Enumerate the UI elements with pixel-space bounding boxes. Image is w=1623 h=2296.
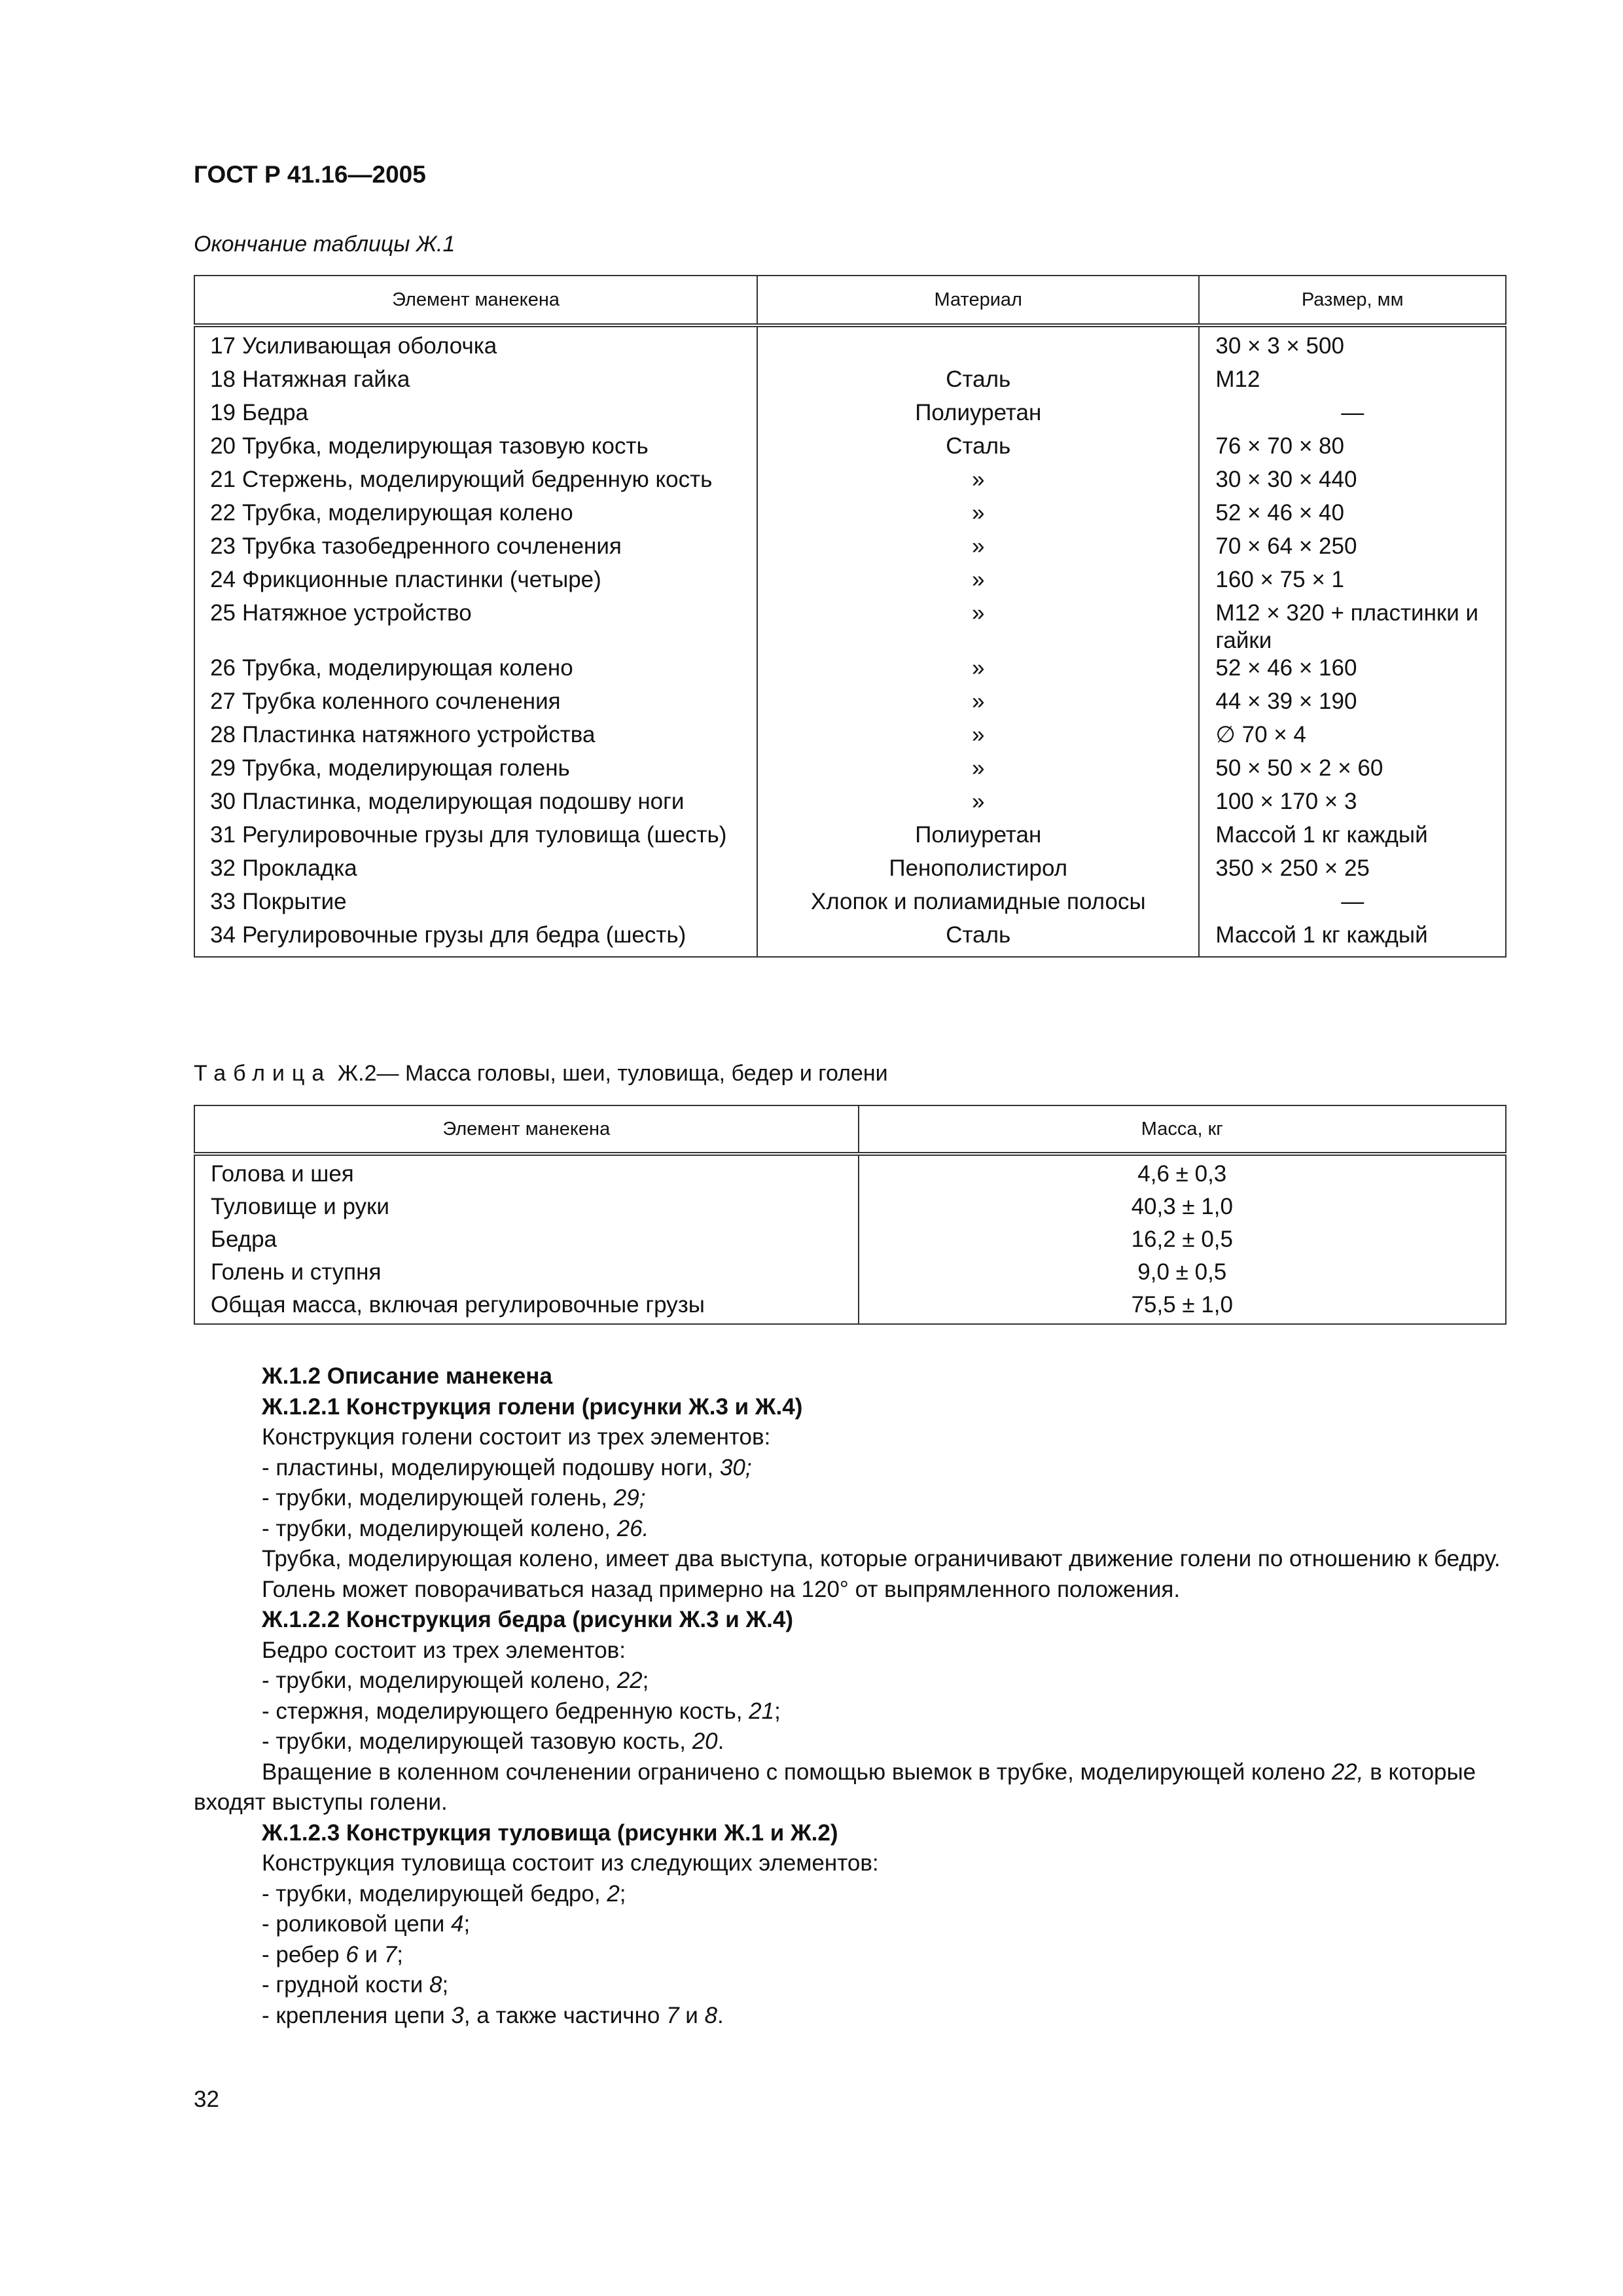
element-cell xyxy=(194,325,757,366)
row-number: 26 xyxy=(210,655,236,681)
row-number: 31 xyxy=(210,822,236,848)
element-name: Трубка тазобедренного сочленения xyxy=(242,533,622,559)
size-cell: — xyxy=(1199,399,1506,433)
element-name: Натяжная гайка xyxy=(242,367,410,392)
table1-row xyxy=(194,888,1506,922)
size-cell: Массой 1 кг каждый xyxy=(1199,821,1506,855)
table1-row xyxy=(194,855,1506,888)
element-name: Регулировочные грузы для туловища (шесть) xyxy=(242,822,727,848)
material-cell: » xyxy=(757,566,1199,600)
paragraph: Вращение в коленном сочленении ограничено с помощью выемок в трубке, моделирующей колено 22, в которые входят выступы голени. xyxy=(194,1759,1476,1815)
size-cell: 44 × 39 × 190 xyxy=(1199,688,1506,721)
table2-caption-prefix: Таблица xyxy=(194,1061,332,1086)
subsection-heading: Ж.1.2.3 Конструкция туловища (рисунки Ж.1 и Ж.2) xyxy=(262,1820,838,1846)
row-number: 19 xyxy=(210,400,236,425)
material-cell: Сталь xyxy=(757,433,1199,466)
element-name: Трубка коленного сочленения xyxy=(242,689,561,714)
size-cell: М12 xyxy=(1199,366,1506,399)
element-name: Усиливающая оболочка xyxy=(242,333,497,359)
row-number: 24 xyxy=(210,567,236,592)
element-name: Трубка, моделирующая тазовую кость xyxy=(242,433,649,459)
element-cell xyxy=(194,533,757,566)
list-item: - трубки, моделирующей бедро, 2; xyxy=(262,1880,626,1907)
table1-row xyxy=(194,655,1506,688)
list-item: - крепления цепи 3, а также частично 7 и 8. xyxy=(262,2002,724,2028)
paragraph: Голень может поворачиваться назад примерно на 120° от выпрямленного положения. xyxy=(262,1576,1181,1602)
element-name: Трубка, моделирующая колено xyxy=(242,500,573,526)
material-cell xyxy=(757,325,1199,366)
list-item: - стержня, моделирующего бедренную кость, 21; xyxy=(262,1698,781,1724)
table2-header-mass: Масса, кг xyxy=(859,1105,1506,1154)
list-item: - трубки, моделирующей тазовую кость, 20. xyxy=(262,1729,724,1754)
size-cell: 52 × 46 × 160 xyxy=(1199,655,1506,688)
paragraph: Конструкция голени состоит из трех элементов: xyxy=(262,1424,771,1450)
material-cell: » xyxy=(757,600,1199,655)
size-cell: 350 × 250 × 25 xyxy=(1199,855,1506,888)
row-number: 20 xyxy=(210,433,236,459)
element-cell xyxy=(194,399,757,433)
row-number: 29 xyxy=(210,755,236,781)
list-item: - трубки, моделирующей колено, 26. xyxy=(262,1515,649,1541)
table2-row xyxy=(194,1193,1506,1225)
element-name: Бедра xyxy=(242,400,309,425)
list-item: - трубки, моделирующей колено, 22; xyxy=(262,1668,649,1693)
table1-row xyxy=(194,566,1506,600)
material-cell: » xyxy=(757,655,1199,688)
mass-cell: 40,3 ± 1,0 xyxy=(859,1193,1506,1225)
material-cell: » xyxy=(757,533,1199,566)
material-cell: » xyxy=(757,755,1199,788)
element-cell xyxy=(194,655,757,688)
element-cell xyxy=(194,755,757,788)
material-cell: » xyxy=(757,721,1199,755)
size-cell: 30 × 30 × 440 xyxy=(1199,466,1506,499)
element-name: Трубка, моделирующая голень xyxy=(242,755,570,781)
element-cell xyxy=(194,466,757,499)
table1-header-element: Элемент манекена xyxy=(194,276,757,325)
element-cell xyxy=(194,499,757,533)
table1-row xyxy=(194,600,1506,655)
element-name: Прокладка xyxy=(242,855,357,881)
table1-row xyxy=(194,688,1506,721)
row-number: 28 xyxy=(210,722,236,747)
material-cell: Хлопок и полиамидные полосы xyxy=(757,888,1199,922)
element-cell xyxy=(194,821,757,855)
mass-cell: 16,2 ± 0,5 xyxy=(859,1225,1506,1258)
table2-row xyxy=(194,1225,1506,1258)
element-cell xyxy=(194,688,757,721)
mass-cell: 9,0 ± 0,5 xyxy=(859,1258,1506,1291)
element-cell xyxy=(194,721,757,755)
element-name: Стержень, моделирующий бедренную кость xyxy=(242,467,713,492)
element-name: Покрытие xyxy=(242,889,347,914)
element-cell xyxy=(194,566,757,600)
element-name: Пластинка натяжного устройства xyxy=(242,722,596,747)
table1-row xyxy=(194,399,1506,433)
document-header: ГОСТ Р 41.16—2005 xyxy=(194,161,426,188)
element-cell: Общая масса, включая регулировочные грузы xyxy=(211,1292,705,1318)
material-cell: » xyxy=(757,688,1199,721)
mass-cell: 75,5 ± 1,0 xyxy=(859,1291,1506,1324)
list-item: - трубки, моделирующей голень, 29; xyxy=(262,1485,646,1511)
material-cell: » xyxy=(757,499,1199,533)
table1-caption: Окончание таблицы Ж.1 xyxy=(194,232,455,257)
table2-row xyxy=(194,1291,1506,1324)
table2-row xyxy=(194,1154,1506,1193)
row-number: 23 xyxy=(210,533,236,559)
table1-row xyxy=(194,466,1506,499)
material-cell: Полиуретан xyxy=(757,821,1199,855)
section-heading: Ж.1.2 Описание манекена xyxy=(262,1363,552,1389)
size-cell: М12 × 320 + пластинки и гайки xyxy=(1199,600,1506,655)
size-cell: Массой 1 кг каждый xyxy=(1199,922,1506,957)
element-cell xyxy=(194,600,757,655)
material-cell: Сталь xyxy=(757,922,1199,957)
table1 xyxy=(194,275,1507,958)
table2-header-element: Элемент манекена xyxy=(194,1105,859,1154)
element-cell xyxy=(194,888,757,922)
row-number: 33 xyxy=(210,889,236,914)
list-item: - грудной кости 8; xyxy=(262,1972,449,1998)
element-cell: Голень и ступня xyxy=(211,1259,382,1285)
size-cell: 70 × 64 × 250 xyxy=(1199,533,1506,566)
table2 xyxy=(194,1105,1507,1325)
table2-row xyxy=(194,1258,1506,1291)
table1-row xyxy=(194,366,1506,399)
element-name: Пластинка, моделирующая подошву ноги xyxy=(242,789,685,814)
list-item: - роликовой цепи 4; xyxy=(262,1911,471,1937)
size-cell: 30 × 3 × 500 xyxy=(1199,325,1506,366)
row-number: 17 xyxy=(210,333,236,359)
body-text xyxy=(194,1361,1507,2031)
list-item: - ребер 6 и 7; xyxy=(262,1941,403,1967)
material-cell: Сталь xyxy=(757,366,1199,399)
table1-row xyxy=(194,922,1506,957)
table1-row xyxy=(194,821,1506,855)
paragraph: Трубка, моделирующая колено, имеет два выступа, которые ограничивают движение голени по отношению к бедру. xyxy=(262,1546,1501,1571)
element-cell xyxy=(194,788,757,821)
table1-row xyxy=(194,755,1506,788)
row-number: 25 xyxy=(210,600,236,626)
size-cell: 100 × 170 × 3 xyxy=(1199,788,1506,821)
size-cell: 50 × 50 × 2 × 60 xyxy=(1199,755,1506,788)
page-number: 32 xyxy=(194,2087,219,2112)
element-cell: Бедра xyxy=(211,1227,277,1252)
element-cell: Голова и шея xyxy=(211,1161,354,1187)
paragraph: Конструкция туловища состоит из следующих элементов: xyxy=(262,1850,879,1876)
table1-header-material: Материал xyxy=(757,276,1199,325)
table1-row xyxy=(194,788,1506,821)
list-item: - пластины, моделирующей подошву ноги, 30; xyxy=(262,1454,752,1480)
size-cell: 76 × 70 × 80 xyxy=(1199,433,1506,466)
material-cell: Пенополистирол xyxy=(757,855,1199,888)
row-number: 30 xyxy=(210,789,236,814)
table1-row xyxy=(194,533,1506,566)
row-number: 27 xyxy=(210,689,236,714)
element-name: Трубка, моделирующая колено xyxy=(242,655,573,681)
element-name: Фрикционные пластинки (четыре) xyxy=(242,567,601,592)
material-cell: » xyxy=(757,788,1199,821)
size-cell: — xyxy=(1199,888,1506,922)
table1-row xyxy=(194,721,1506,755)
paragraph: Бедро состоит из трех элементов: xyxy=(262,1637,626,1663)
row-number: 18 xyxy=(210,367,236,392)
size-cell: 52 × 46 × 40 xyxy=(1199,499,1506,533)
material-cell: Полиуретан xyxy=(757,399,1199,433)
size-cell: 160 × 75 × 1 xyxy=(1199,566,1506,600)
row-number: 34 xyxy=(210,922,236,948)
table1-header-size: Размер, мм xyxy=(1199,276,1506,325)
element-name: Регулировочные грузы для бедра (шесть) xyxy=(242,922,687,948)
subsection-heading: Ж.1.2.1 Конструкция голени (рисунки Ж.3 и Ж.4) xyxy=(262,1393,803,1420)
element-cell xyxy=(194,922,757,957)
mass-cell: 4,6 ± 0,3 xyxy=(859,1154,1506,1193)
size-cell: ∅ 70 × 4 xyxy=(1199,721,1506,755)
element-cell xyxy=(194,855,757,888)
element-name: Натяжное устройство xyxy=(242,600,472,626)
subsection-heading: Ж.1.2.2 Конструкция бедра (рисунки Ж.3 и Ж.4) xyxy=(262,1607,794,1632)
table1-row xyxy=(194,499,1506,533)
table2-caption xyxy=(194,1061,888,1086)
table1-row xyxy=(194,325,1506,366)
row-number: 32 xyxy=(210,855,236,881)
table2-caption-title: Ж.2— Масса головы, шеи, туловища, бедер и голени xyxy=(337,1061,888,1086)
row-number: 22 xyxy=(210,500,236,526)
element-cell xyxy=(194,366,757,399)
element-cell: Туловище и руки xyxy=(211,1194,389,1219)
element-cell xyxy=(194,433,757,466)
material-cell: » xyxy=(757,466,1199,499)
row-number: 21 xyxy=(210,467,236,492)
table1-row xyxy=(194,433,1506,466)
